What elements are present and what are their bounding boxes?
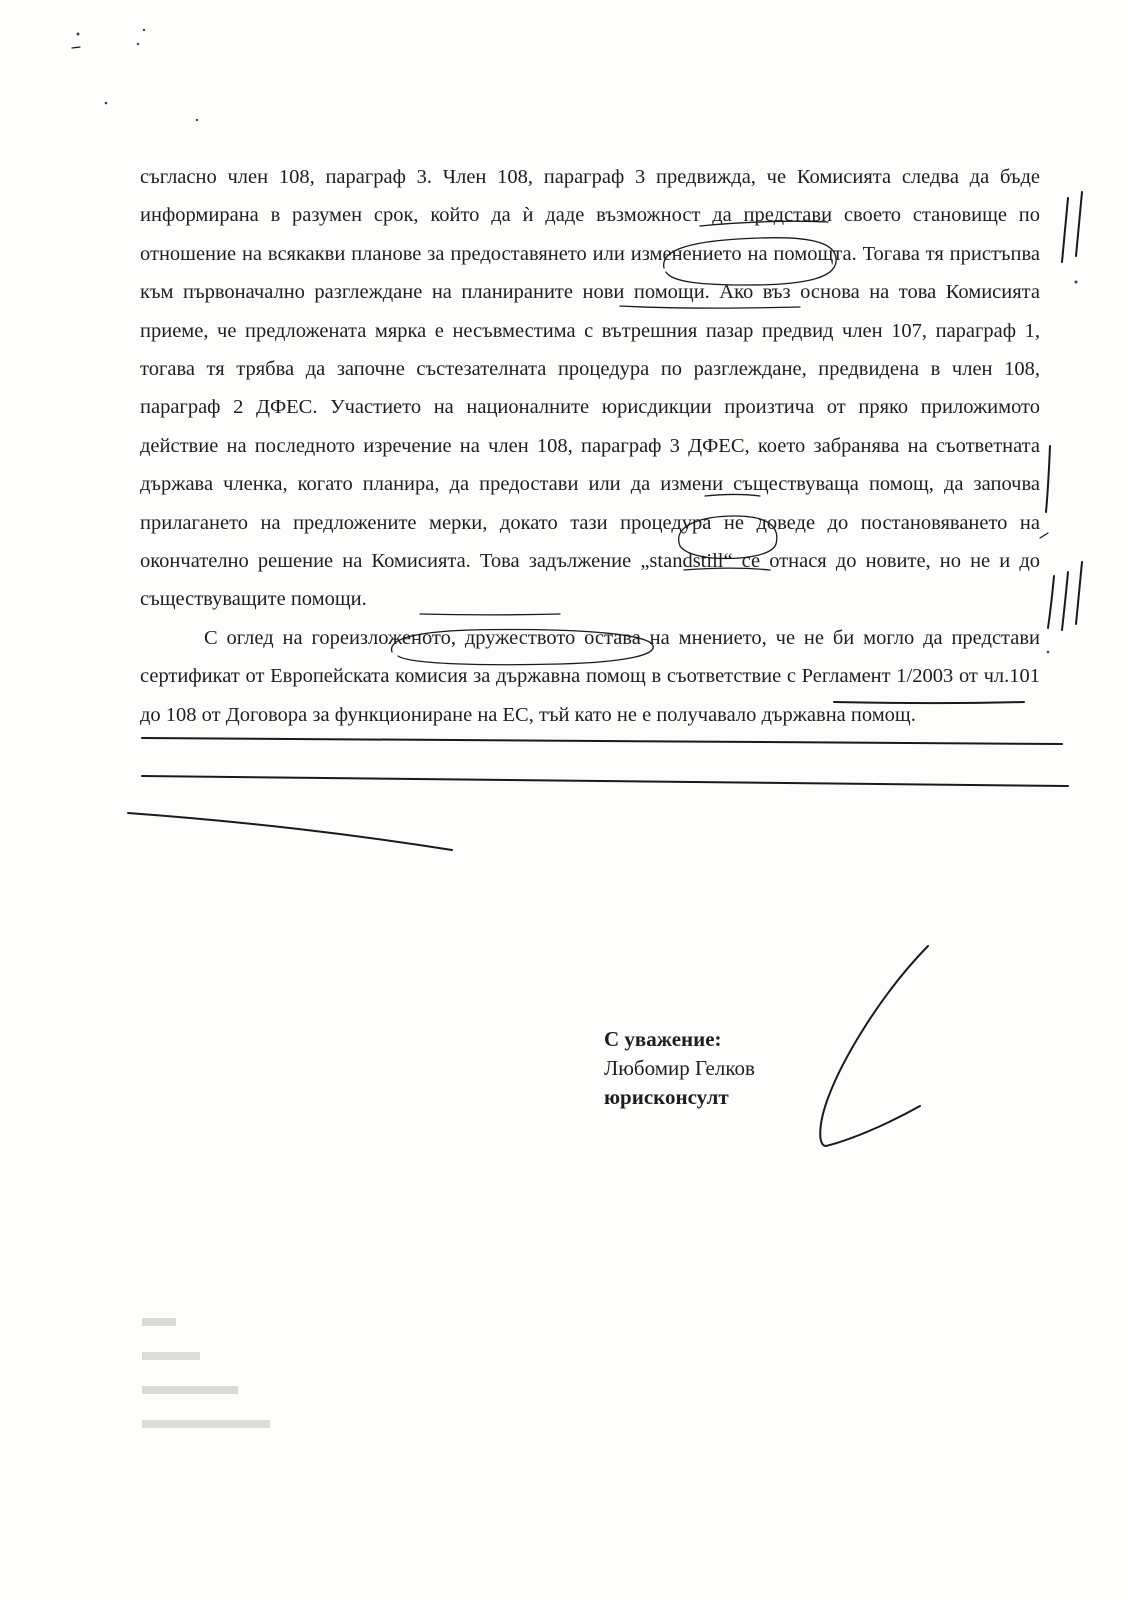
signature-block xyxy=(604,1025,755,1112)
signatory-name: Любомир Гелков xyxy=(604,1056,755,1080)
paragraph-conclusion: С оглед на гореизложеното, дружеството остава на мнението, че не би могло да представи сертификат от Европейската комисия за държавна помощ в съответствие с Регламент 1/2003 от чл.101 до 108 от Договора за функциониране на ЕС, тъй като не е получавало държавна помощ. xyxy=(140,626,1040,726)
closing-salutation: С уважение: xyxy=(604,1027,722,1051)
paragraph-legal-basis: съгласно член 108, параграф 3. Член 108, параграф 3 предвижда, че Комисията следва да бъде информирана в разумен срок, който да ѝ даде възможност да представи своето становище по отношение на всякакви планове за предоставянето или изменението на помощта. Тогава тя пристъпва към първоначално разглеждане на планираните нови помощи. Ако въз основа на това Комисията приеме, че предложената мярка е несъвместима с вътрешния пазар предвид член 107, параграф 1, тогава тя трябва да започне състезателната процедура по разглеждане, предвидена в член 108, параграф 2 ДФЕС. Участието на националните юрисдикции произтича от пряко приложимото действие на последното изречение на член 108, параграф 3 ДФЕС, което забранява на съответната държава членка, когато планира, да предостави или да измени съществуваща помощ, да започва прилагането на предложените мерки, докато тази процедура не доведе до постановяването на окончателно решение на Комисията. Това задължение „standstill“ се отнася до новите, но не и до съществуващите помощи. xyxy=(140,166,1040,611)
underline-mark-5 xyxy=(142,738,1062,744)
bleed-through xyxy=(142,1318,270,1428)
signatory-title: юрисконсулт xyxy=(604,1085,729,1109)
margin-marks xyxy=(1040,192,1082,653)
underline-mark-6 xyxy=(142,776,1068,786)
signature-mark xyxy=(820,946,928,1146)
letter-body xyxy=(140,158,1040,734)
underline-mark-7 xyxy=(128,813,452,850)
scan-specks xyxy=(72,29,198,121)
